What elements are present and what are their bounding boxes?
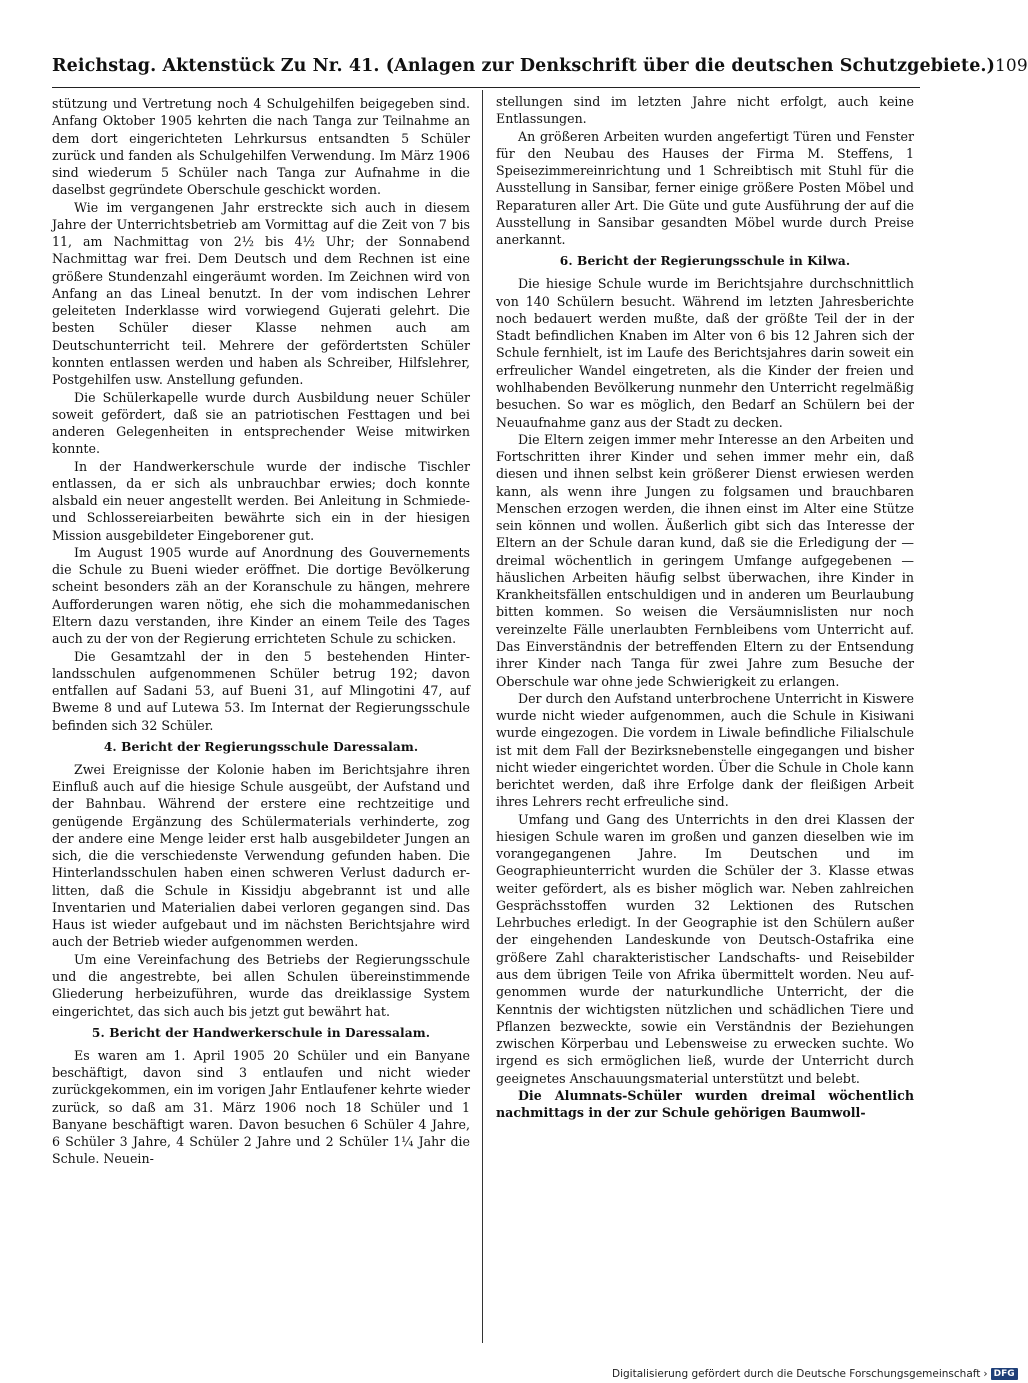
header-title: Reichstag. Aktenstück Zu Nr. 41. (Anlagen zur Denkschrift über die deutschen Schutzgebiete.) bbox=[52, 56, 996, 76]
paragraph: Umfang und Gang des Unterrichts in den drei Klassen der hiesigen Schule waren im großen und ganzen dieselben wie im vorangegangenen Jahre. Im Deutschen und im Geographieunterricht wurden die Schüler der 3. Klasse etwas weiter gefördert, als es bisher möglich war. Neben zahlreichen Gesprächsstoffen wurden 32 Lektionen des Rutschen Lehrbuches erledigt. In der Geographie ist den Schülern außer der eingehenden Landeskunde von Deutsch-Ostafrika eine größere Zahl charakteristischer Landschafts- und Reisebilder aus dem übrigen Teile von Afrika übermittelt worden. Neu aufgenommen wurde der naturkundliche Unterricht, der die Kenntnis der wichtigsten nützlichen und schädlichen Tiere und Pflanzen bezweckte, sowie ein Verständnis der Beziehungen zwischen Körperbau und Lebensweise zu erwecken suchte. Wo irgend es sich ermöglichen ließ, wurde der Unterricht durch geeignetes Anschauungsmaterial unterstützt und belebt. bbox=[496, 811, 914, 1086]
dfg-logo-icon: DFG bbox=[991, 1368, 1018, 1380]
digitization-footer bbox=[612, 1367, 1018, 1381]
paragraph: Die Schülerkapelle wurde durch Ausbildung neuer Schüler soweit gefördert, daß sie an patriotischen Festtagen und bei anderen Gelegenheiten in entsprechender Weise mitwirken konnte. bbox=[52, 389, 470, 457]
paragraph: Die Alumnats-Schüler wurden dreimal wöchentlich nachmittags in der zur Schule gehörigen Baumwoll- bbox=[496, 1087, 914, 1121]
column-divider bbox=[482, 90, 483, 1343]
footer-arrow-icon: › bbox=[983, 1368, 988, 1380]
paragraph: Im August 1905 wurde auf Anordnung des Gouvernements die Schule zu Bueni wieder eröffnet. Die dortige Bevölkerung scheint besonders zäh an der Koranschule zu hängen, mehrere Aufforderungen waren nötig, ehe sich die mohammedanischen Eltern dazu verstanden, ihre Kinder an einem Teile des Tages auch zu der von der Regierung errichteten Schule zu schicken. bbox=[52, 544, 470, 647]
paragraph: Um eine Vereinfachung des Betriebs der Regierungsschule und die angestrebte, bei allen Schulen übereinstimmende Gliederung herbeizuführen, wurde das dreiklassige System eingerichtet, das sich auch bis jetzt gut bewährt hat. bbox=[52, 951, 470, 1019]
paragraph: Zwei Ereignisse der Kolonie haben im Berichtsjahre ihren Einfluß auch auf die hiesige Schule ausgeübt, der Aufstand und der Bahnbau. Während der erstere eine rechtzeitige und genügende Ergänzung des Schülermaterials verhinderte, zog der andere eine Menge leider erst halb ausgebildeter Jungen an sich, die die verschiedenste Verwendung gefunden haben. Die Hinterlandsschulen haben einen schweren Verlust dadurch erlitten, daß die Schule in Kissidju abgebrannt ist und alle Inventarien und Materialien dabei verloren gegangen sind. Das Haus ist wieder aufgebaut und im nächsten Berichtsjahre wird auch der Betrieb wieder aufgenommen werden. bbox=[52, 761, 470, 950]
paragraph: Wie im vergangenen Jahr erstreckte sich auch in diesem Jahre der Unterrichtsbetrieb am Vormittag auf die Zeit von 7 bis 11, am Nachmittag von 2½ bis 4½ Uhr; der Sonnabend Nachmittag war frei. Dem Deutsch und dem Rechnen ist eine größere Stundenzahl eingeräumt worden. Im Zeichnen wird von Anfang an das Lineal benutzt. In der vom indischen Lehrer geleiteten Inderklasse wird vorwiegend Gujerati gelehrt. Die besten Schüler dieser Klasse nehmen auch am Deutschunterricht teil. Mehrere der gefördertsten Schüler konnten entlassen werden und haben als Schreiber, Hilfslehrer, Postgehilfen usw. Anstellung gefunden. bbox=[52, 199, 470, 388]
paragraph: stellungen sind im letzten Jahre nicht erfolgt, auch keine Entlassungen. bbox=[496, 94, 914, 127]
footer-text: Digitalisierung gefördert durch die Deutsche Forschungsgemeinschaft bbox=[612, 1368, 981, 1380]
running-header bbox=[52, 56, 1028, 84]
page-number: 109 bbox=[995, 56, 1028, 76]
paragraph: Es waren am 1. April 1905 20 Schüler und ein Banyane beschäftigt, davon sind 3 entlaufen und nicht wieder zurückgekommen, ein im vorigen Jahr Entlaufener kehrte wieder zurück, so daß am 31. März 1906 noch 18 Schüler und 1 Banyane beschäftigt waren. Davon besuchen 6 Schüler 4 Jahre, 6 Schüler 3 Jahre, 4 Schüler 2 Jahre und 2 Schüler 1¼ Jahr die Schule. Neuein- bbox=[52, 1047, 470, 1167]
paragraph: Die Gesamtzahl der in den 5 bestehenden Hinterlandsschulen aufgenommenen Schüler betrug 192; davon entfallen auf Sadani 53, auf Bueni 31, auf Mlingotini 47, auf Bweme 8 und auf Lutewa 53. Im Internat der Regierungsschule befinden sich 32 Schüler. bbox=[52, 648, 470, 733]
paragraph: Der durch den Aufstand unterbrochene Unterricht in Kiswere wurde nicht wieder aufgenommen, auch die Schule in Kisiwani wurde eingezogen. Die vordem in Liwale befindliche Filialschule ist mit dem Fall der Bezirksnebenstelle eingegangen und bisher nicht wieder eingerichtet worden. Über die Schule in Chole kann berichtet werden, daß ihre Erfolge dank der fleißigen Arbeit ihres Lehrers recht erfreuliche sind. bbox=[496, 690, 914, 810]
paragraph: In der Handwerkerschule wurde der indische Tischler entlassen, da er sich als unbrauchbar erwies; doch konnte alsbald ein neuer angestellt werden. Bei Anleitung in Schmiede- und Schlossereiarbeiten bewährte sich ein in der hiesigen Mission ausgebildeter Eingeborener gut. bbox=[52, 458, 470, 543]
paragraph: Die Eltern zeigen immer mehr Interesse an den Arbeiten und Fortschritten ihrer Kinder und sehen immer mehr ein, daß diesen und ihnen selbst kein größerer Dienst erwiesen werden kann, als wenn ihre Jungen zu folgsamen und brauchbaren Menschen erzogen werden, die ihnen einst im Alter eine Stütze sein können und wollen. Äußerlich gibt sich das Interesse der Eltern an der Schule daran kund, daß sie die Erledigung der — dreimal wöchentlich in geringem Umfange aufgegebenen — häuslichen Arbeiten häufig selbst überwachen, ihre Kinder in Krankheitsfällen entschuldigen und in anderen um Beurlaubung bitten kommen. So weisen die Versäumnislisten nur noch vereinzelte Fälle unerlaubten Fernbleibens vom Unterricht auf. Das Einverständnis der betreffenden Eltern zu der Entsendung ihrer Kinder nach Tanga für zwei Jahre zum Besuche der Oberschule war ohne jede Schwierigkeit zu erlangen. bbox=[496, 431, 914, 689]
section-heading: 4. Bericht der Regierungsschule Daressalam. bbox=[103, 739, 419, 754]
paragraph: stützung und Vertretung noch 4 Schulgehilfen beigegeben sind. Anfang Oktober 1905 kehrten die nach Tanga zur Teilnahme an dem dort eingerichteten Lehrkursus entsandten 5 Schüler zurück und fanden als Schulgehilfen Verwendung. Im März 1906 sind wiederum 5 Schüler nach Tanga zur Aufnahme in die daselbst gegründete Oberschule geschickt worden. bbox=[52, 96, 470, 198]
section-heading: 6. Bericht der Regierungsschule in Kilwa. bbox=[559, 254, 851, 269]
right-column bbox=[496, 93, 914, 1121]
section-heading: 5. Bericht der Handwerkerschule in Daressalam. bbox=[91, 1025, 431, 1040]
left-column bbox=[52, 95, 470, 1168]
paragraph: An größeren Arbeiten wurden angefertigt Türen und Fenster für den Neubau des Hauses der Firma M. Steffens, 1 Speisezimmereinrichtung und 1 Schreibtisch mit Stuhl für die Ausstellung in Sansibar, ferner einige größere Posten Möbel und Reparaturen aller Art. Die Güte und gute Ausführung der auf die Ausstellung in Sansibar gesandten Möbel wurde durch Preise anerkannt. bbox=[496, 128, 914, 248]
paragraph: Die hiesige Schule wurde im Berichtsjahre durchschnittlich von 140 Schülern besucht. Während im letzten Jahresberichte noch bedauert werden mußte, daß der größte Teil der in der Stadt befindlichen Knaben im Alter von 6 bis 12 Jahren sich der Schule fernhielt, ist im Laufe des Berichtsjahres darin soweit ein erfreulicher Wandel eingetreten, als die Kinder der freien und wohlhabenden Bevölkerung nunmehr den Unterricht regelmäßig besuchen. So war es möglich, den Bedarf an Schülern bei der Neuaufnahme ganz aus der Stadt zu decken. bbox=[496, 276, 914, 430]
header-rule bbox=[52, 87, 920, 88]
